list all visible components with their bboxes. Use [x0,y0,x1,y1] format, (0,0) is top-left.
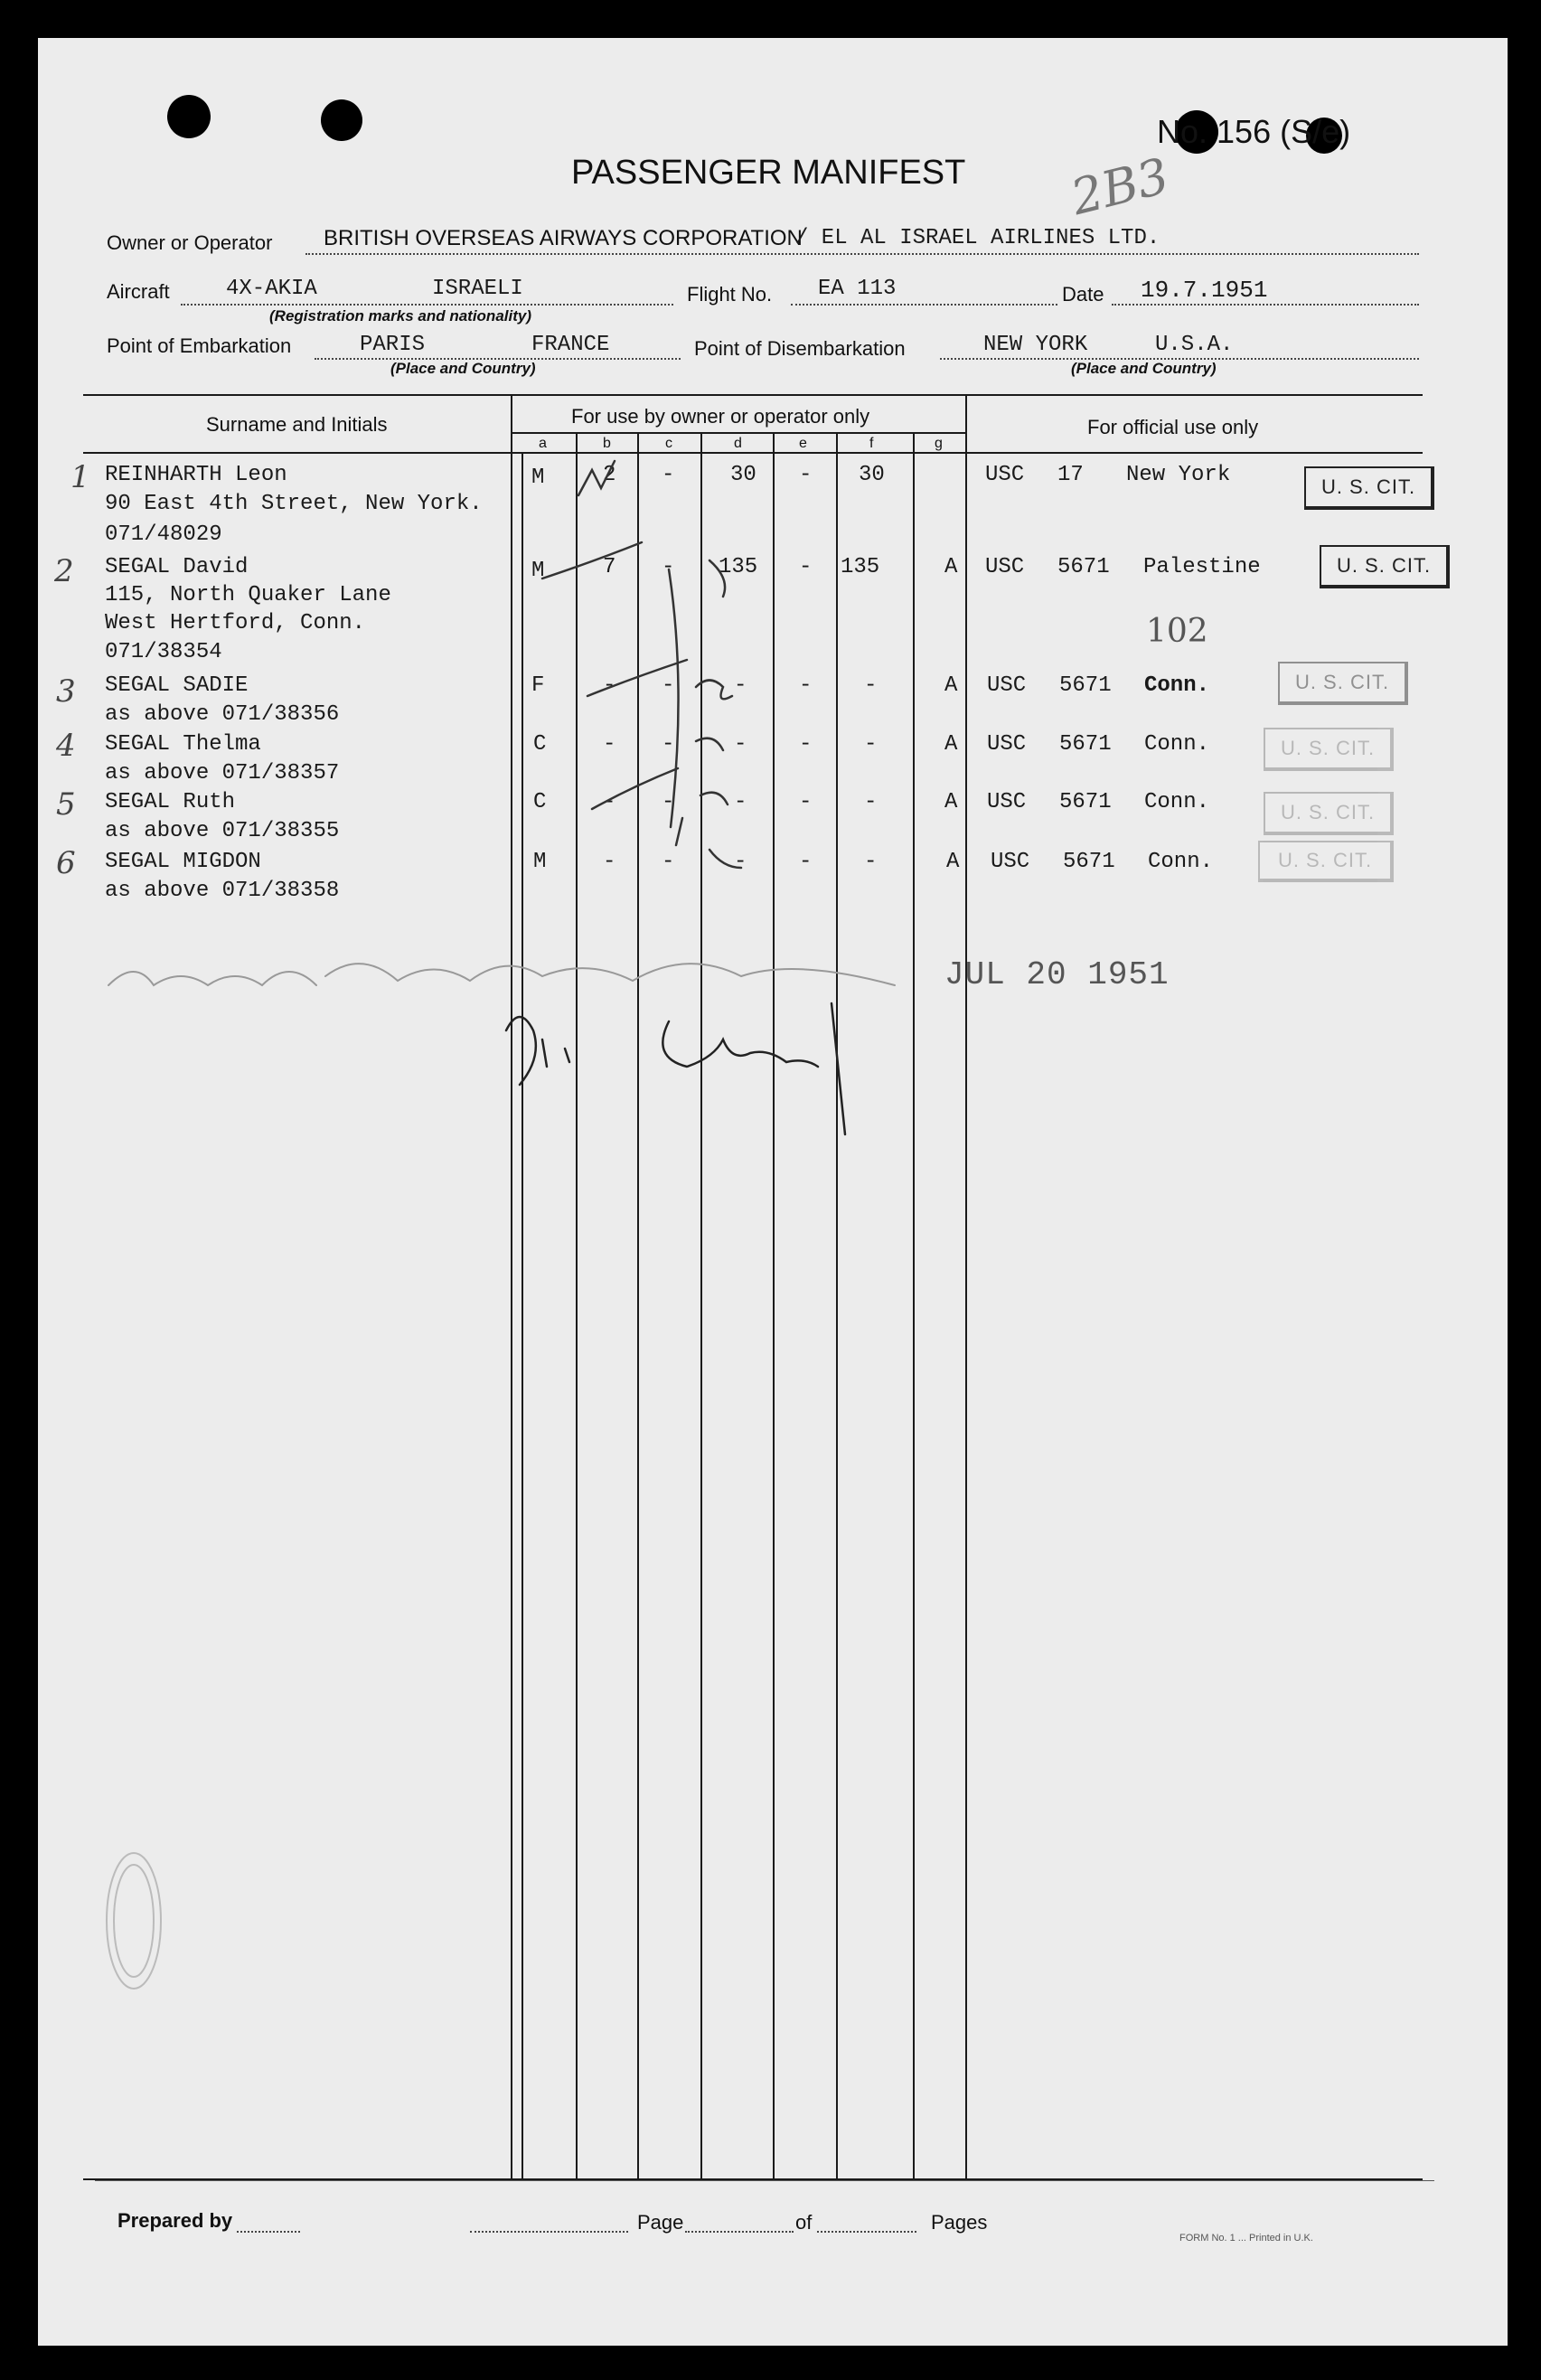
owner-label: Owner or Operator [107,231,273,254]
cell-a: M [531,466,545,490]
cell-g: A [944,555,958,579]
cell-f: - [864,790,878,814]
flight-label: Flight No. [687,283,773,306]
cell-a: M [533,850,547,874]
subcol-b: b [603,436,611,451]
aircraft-registration: 4X-AKIA [226,277,317,301]
form-reference: FORM No. 1 ... Printed in U.K. [1179,2233,1313,2244]
cell-b: 7 [603,555,616,579]
cell-d: 135 [719,555,758,579]
cell-g: A [944,673,958,698]
aircraft-sublabel: (Registration marks and nationality) [269,307,531,325]
passenger-name: SEGAL Ruth [105,790,236,814]
passport-number: 071/38354 [105,640,222,664]
of-label: of [795,2211,813,2234]
official-number: 5671 [1059,790,1112,814]
embarkation-country: FRANCE [531,333,610,357]
passport-number: 071/48029 [105,522,222,547]
row-number: 4 [56,728,76,764]
official-place: Conn. [1144,732,1210,757]
disembarkation-sublabel: (Place and Country) [1071,360,1217,377]
passenger-address-2: West Hertford, Conn. [105,611,366,635]
official-number: 5671 [1057,555,1110,579]
official-number: 5671 [1059,732,1112,757]
passenger-address: as above 071/38355 [105,819,340,843]
us-citizen-stamp: U. S. CIT. [1278,662,1408,705]
form-number: No. 156 (S/e) [1157,113,1351,150]
cell-g: A [944,732,958,757]
row-number: 2 [54,553,74,589]
cell-d: 30 [730,463,756,487]
us-citizen-stamp: U. S. CIT. [1304,466,1434,510]
passenger-name: SEGAL Thelma [105,732,261,757]
row-number: 3 [56,673,76,710]
official-place: Conn. [1148,850,1214,874]
cell-e: - [799,463,813,487]
cell-f: 135 [841,555,880,579]
cell-f: - [864,850,878,874]
official-code: USC [987,673,1027,698]
official-code: USC [987,732,1027,757]
subcol-c: c [665,436,672,451]
page-title: PASSENGER MANIFEST [571,154,966,192]
subcol-e: e [799,436,807,451]
cell-a: M [531,559,545,583]
prepared-by-label: Prepared by [117,2209,233,2232]
col-owner-header: For use by owner or operator only [571,405,870,428]
passenger-address: as above 071/38356 [105,702,340,727]
embarkation-sublabel: (Place and Country) [390,360,536,377]
aircraft-nationality: ISRAELI [432,277,523,301]
owner-value: BRITISH OVERSEAS AIRWAYS CORPORATION [324,226,803,250]
row-number: 1 [70,459,90,495]
passenger-name: SEGAL David [105,555,249,579]
passenger-address: as above 071/38357 [105,761,340,785]
cell-e: - [799,790,813,814]
note-102: 102 [1146,613,1208,650]
cell-b: - [603,673,616,698]
disembarkation-country: U.S.A. [1155,333,1234,357]
cell-a: F [531,673,545,698]
col-surname-header: Surname and Initials [206,413,388,436]
cell-g: A [946,850,960,874]
cell-a: C [533,790,547,814]
cell-d: - [734,850,747,874]
cell-b: 2 [603,463,616,487]
cell-a: C [533,732,547,757]
official-number: 17 [1057,463,1084,487]
disembarkation-label: Point of Disembarkation [694,337,906,360]
embarkation-place: PARIS [360,333,426,357]
page-label: Page [637,2211,684,2234]
subcol-a: a [539,436,547,451]
official-code: USC [991,850,1030,874]
cell-f: 30 [859,463,885,487]
cell-e: - [799,850,813,874]
cell-d: - [734,673,747,698]
row-number: 6 [56,845,76,881]
official-number: 5671 [1059,673,1112,698]
pages-label: Pages [931,2211,988,2234]
cell-c: - [662,732,675,757]
cell-c: - [662,673,675,698]
flight-date: 19.7.1951 [1141,277,1268,304]
cell-g: A [944,790,958,814]
handwritten-reference: 2B3 [1065,146,1175,227]
official-code: USC [985,463,1025,487]
us-citizen-stamp: U. S. CIT. [1320,545,1450,588]
cell-f: - [864,732,878,757]
subcol-g: g [935,436,943,451]
official-place: Conn. [1144,790,1210,814]
cell-c: - [662,555,675,579]
cell-b: - [603,732,616,757]
cell-e: - [799,732,813,757]
official-number: 5671 [1063,850,1115,874]
cell-d: - [734,732,747,757]
passenger-address: as above 071/38358 [105,879,340,903]
cell-c: - [662,463,675,487]
cell-b: - [603,850,616,874]
passenger-name: SEGAL MIGDON [105,850,261,874]
col-official-header: For official use only [1087,416,1259,438]
date-label: Date [1062,283,1104,306]
cell-c: - [662,850,675,874]
cell-d: - [734,790,747,814]
official-code: USC [987,790,1027,814]
us-citizen-stamp: U. S. CIT. [1264,792,1394,835]
cell-e: - [799,555,813,579]
arrival-date-stamp: JUL 20 1951 [944,956,1170,993]
us-citizen-stamp: U. S. CIT. [1258,841,1394,882]
official-place: Palestine [1143,555,1261,579]
embarkation-label: Point of Embarkation [107,334,292,357]
cell-b: - [603,790,616,814]
cell-f: - [864,673,878,698]
row-number: 5 [56,786,76,823]
us-citizen-stamp: U. S. CIT. [1264,728,1394,771]
official-code: USC [985,555,1025,579]
official-place: New York [1126,463,1231,487]
passenger-name: SEGAL SADIE [105,673,249,698]
cell-c: - [662,790,675,814]
passenger-address: 90 East 4th Street, New York. [105,492,483,516]
passenger-address: 115, North Quaker Lane [105,583,391,607]
subcol-f: f [869,436,874,451]
passenger-name: REINHARTH Leon [105,463,287,487]
subcol-d: d [734,436,742,451]
owner-value-2: / EL AL ISRAEL AIRLINES LTD. [795,226,1160,250]
aircraft-label: Aircraft [107,280,170,303]
cell-e: - [799,673,813,698]
flight-number: EA 113 [818,277,897,301]
official-place: Conn. [1144,673,1210,698]
disembarkation-place: NEW YORK [983,333,1088,357]
